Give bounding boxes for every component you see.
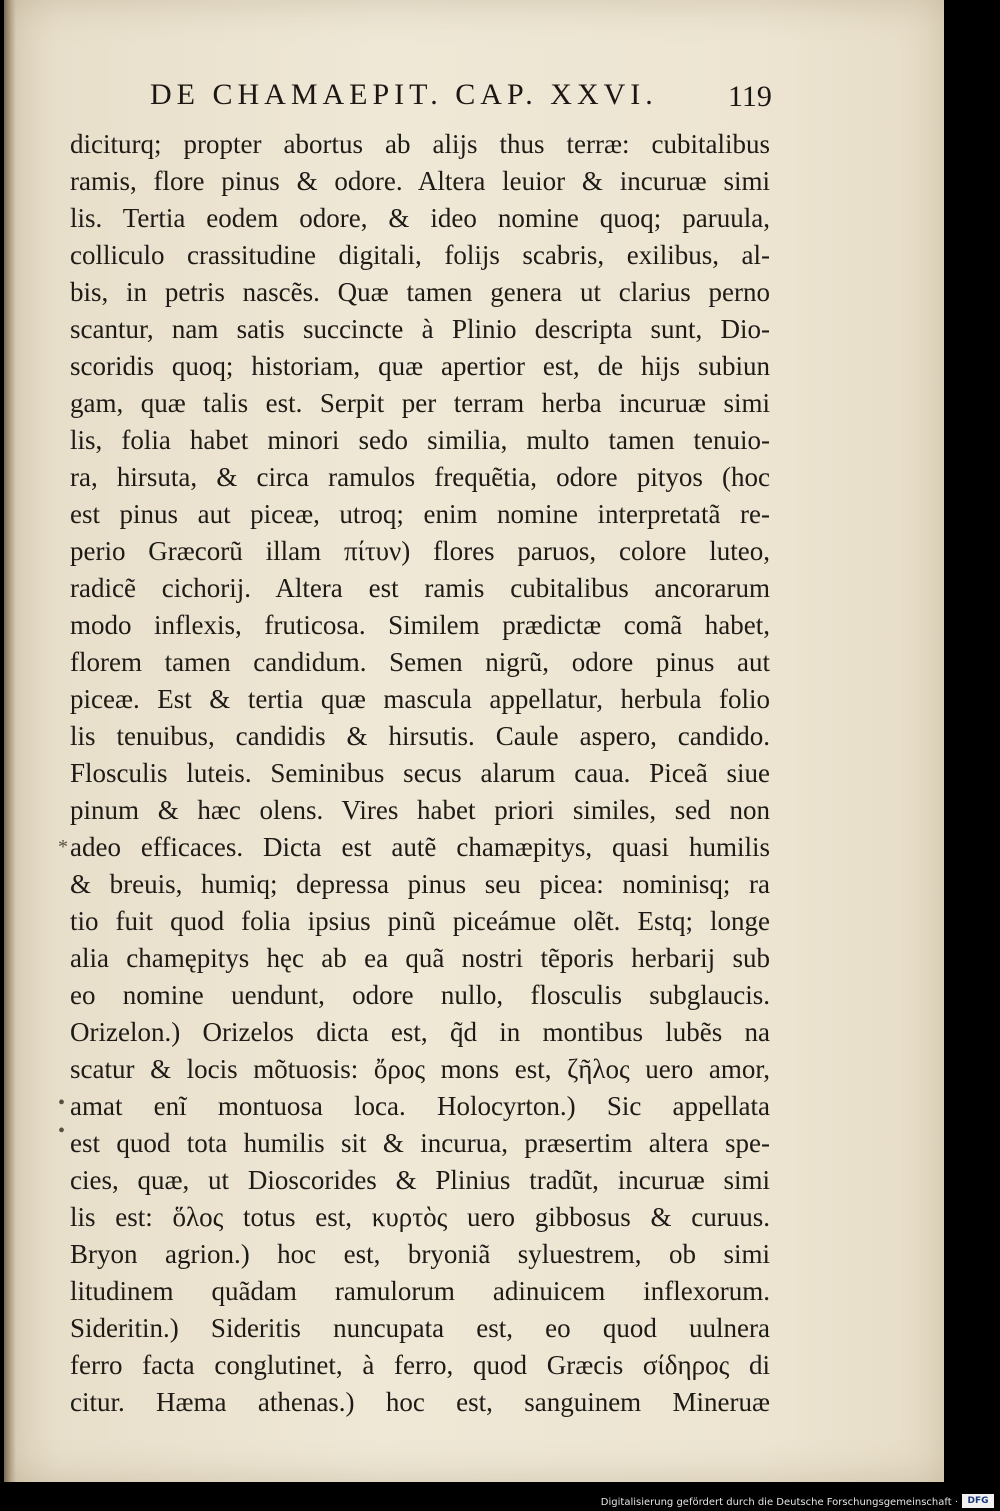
text-line: Orizelon.) Orizelos dicta est, q̃d in montibus lubẽs na: [70, 1017, 770, 1047]
text-line: bis, in petris nascẽs. Quæ tamen genera ut clarius perno: [70, 277, 770, 307]
text-line: est pinus aut piceæ, utroq; enim nomine interpretatã re-: [70, 499, 770, 529]
text-line: colliculo crassitudine digitali, folijs scabris, exilibus, al-: [70, 240, 770, 270]
text-line: florem tamen candidum. Semen nigrũ, odore pinus aut: [70, 647, 770, 677]
text-line: Sideritin.) Sideritis nuncupata est, eo quod uulnera: [70, 1313, 770, 1343]
text-line: adeo efficaces. Dicta est autẽ chamæpitys, quasi humilis: [70, 832, 770, 862]
text-line: ramis, flore pinus & odore. Altera leuior & incuruæ simi: [70, 166, 770, 196]
text-line: lis, folia habet minori sedo similia, multo tamen tenuio-: [70, 425, 770, 455]
text-line: amat enĩ montuosa loca. Holocyrton.) Sic appellata: [70, 1091, 770, 1121]
text-line: diciturq; propter abortus ab alijs thus terræ: cubitalibus: [70, 129, 770, 159]
text-line: est quod tota humilis sit & incurua, præsertim altera spe-: [70, 1128, 770, 1158]
page-number: 119: [728, 80, 772, 113]
text-line: & breuis, humiq; depressa pinus seu picea: nominisq; ra: [70, 869, 770, 899]
digitization-credit: Digitalisierung gefördert durch die Deutsche Forschungsgemeinschaft ·: [600, 1497, 958, 1508]
text-line: scoridis quoq; historiam, quæ apertior est, de hijs subiun: [70, 351, 770, 381]
text-line: piceæ. Est & tertia quæ mascula appellatur, herbula folio: [70, 684, 770, 714]
text-line: modo inflexis, fruticosa. Similem prædictæ comã habet,: [70, 610, 770, 640]
text-line: radicẽ cichorij. Altera est ramis cubitalibus ancorarum: [70, 573, 770, 603]
dfg-logo: DFG: [962, 1494, 994, 1508]
margin-mark: •: [58, 1092, 66, 1114]
text-line: scantur, nam satis succincte à Plinio descripta sunt, Dio-: [70, 314, 770, 344]
text-line: cies, quæ, ut Dioscorides & Plinius tradũt, incuruæ simi: [70, 1165, 770, 1195]
margin-mark: *: [58, 836, 68, 858]
text-line: tio fuit quod folia ipsius pinũ piceámue olẽt. Estq; longe: [70, 906, 770, 936]
text-line: gam, quæ talis est. Serpit per terram herba incuruæ simi: [70, 388, 770, 418]
text-line: ferro facta conglutinet, à ferro, quod Græcis σίδηρος di: [70, 1350, 770, 1380]
text-line: ra, hirsuta, & circa ramulos frequẽtia, odore pityos (hoc: [70, 462, 770, 492]
page-spine-edge: [4, 0, 16, 1482]
text-line: Flosculis luteis. Seminibus secus alarum caua. Piceã siue: [70, 758, 770, 788]
text-line: eo nomine uendunt, odore nullo, flosculis subglaucis.: [70, 980, 770, 1010]
text-line: alia chamępitys hęc ab ea quã nostri tẽporis herbarij sub: [70, 943, 770, 973]
text-line: pinum & hæc olens. Vires habet priori similes, sed non: [70, 795, 770, 825]
margin-mark: •: [58, 1120, 66, 1142]
text-line: lis tenuibus, candidis & hirsutis. Caule aspero, candido.: [70, 721, 770, 751]
text-line: scatur & locis mõtuosis: ὄρος mons est, ζῆλος uero amor,: [70, 1054, 770, 1084]
running-title: DE CHAMAEPIT. CAP. XXVI.: [150, 78, 658, 111]
text-line: citur. Hæma athenas.) hoc est, sanguinem Mineruæ: [70, 1387, 770, 1417]
text-line: litudinem quãdam ramulorum adinuicem inflexorum.: [70, 1276, 770, 1306]
text-line: Bryon agrion.) hoc est, bryoniã syluestrem, ob simi: [70, 1239, 770, 1269]
text-line: perio Græcorũ illam πίτυν) flores paruos, colore luteo,: [70, 536, 770, 566]
text-line: lis est: ὅλος totus est, κυρτὸς uero gibbosus & curuus.: [70, 1202, 770, 1232]
text-line: lis. Tertia eodem odore, & ideo nomine quoq; paruula,: [70, 203, 770, 233]
body-text: [70, 126, 770, 1421]
